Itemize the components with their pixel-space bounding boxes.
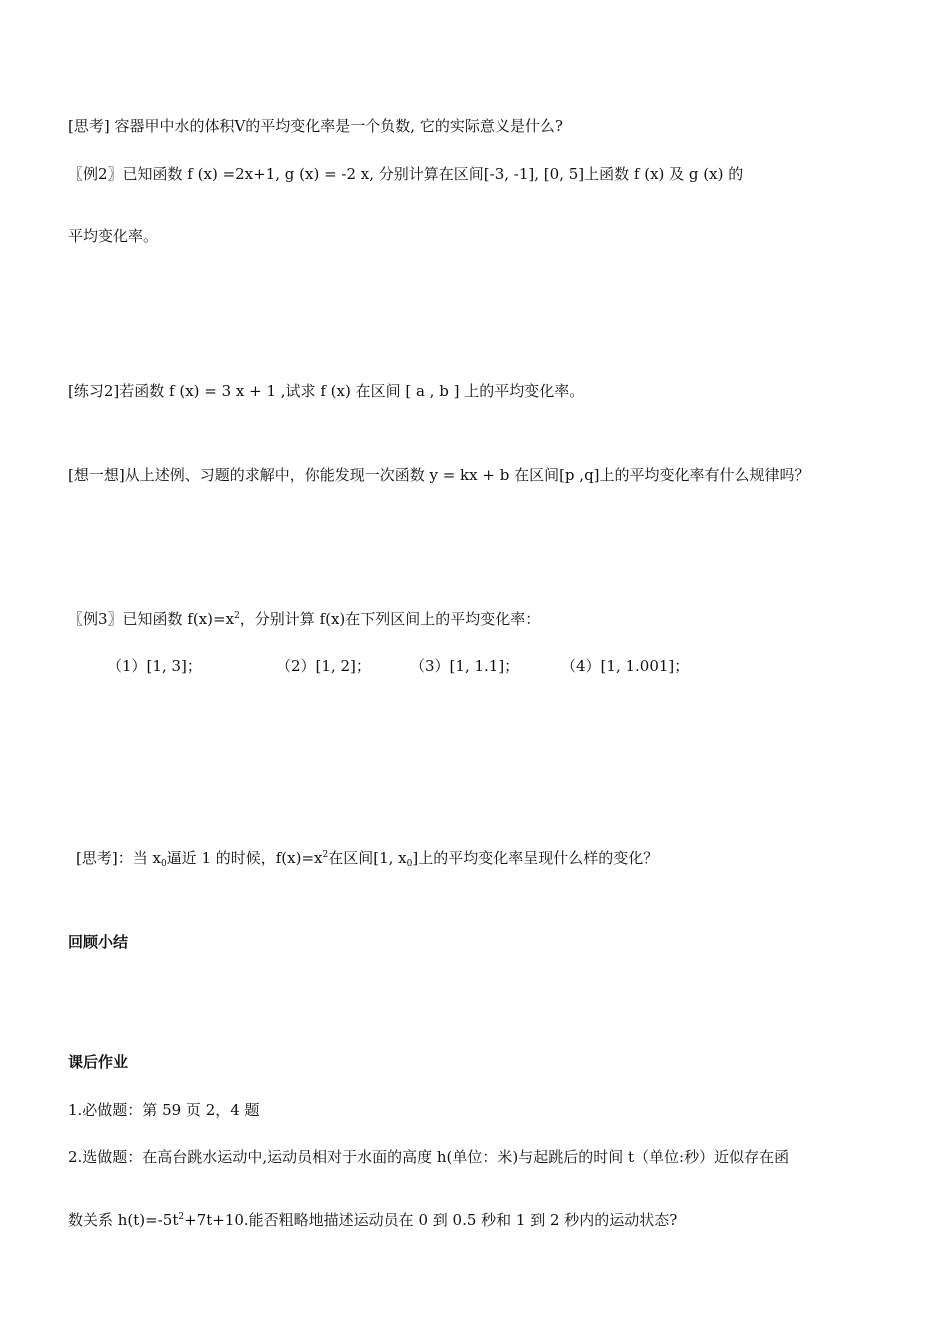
- review-heading: 回顾小结: [68, 933, 129, 951]
- homework-item-2-line-2: [68, 1210, 677, 1230]
- example-3-parts: [0, 656, 950, 676]
- homework-item-2-part-a: 数关系 h(t)=-5t: [68, 1211, 179, 1229]
- example-3-part-2: （2）[1, 2]；: [276, 657, 371, 675]
- example-3-statement: [68, 609, 540, 629]
- homework-item-2-exponent: 2: [178, 1212, 185, 1222]
- think-2-part-d: ]上的平均变化率呈现什么样的变化？: [412, 849, 659, 867]
- exercise-2: [练习2]若函数 f (x) = 3 x + 1 ,试求 f (x) 在区间 [ a , b ] 上的平均变化率。: [68, 382, 585, 400]
- homework-item-2-part-b: +7t+10.能否粗略地描述运动员在 0 到 0.5 秒和 1 到 2 秒内的运动状态?: [184, 1211, 678, 1229]
- think-question-1: [思考] 容器甲中水的体积V的平均变化率是一个负数, 它的实际意义是什么?: [68, 117, 563, 135]
- think-2-part-a: [思考]：当 x: [76, 849, 161, 867]
- think-2-sub-2: 0: [406, 859, 413, 869]
- think-2-exponent: 2: [322, 850, 329, 860]
- homework-item-2-line-1: 2.选做题：在高台跳水运动中,运动员相对于水面的高度 h(单位：米)与起跳后的时间 t（单位:秒）近似存在函: [68, 1148, 790, 1166]
- example-3-exponent: 2: [234, 611, 240, 621]
- think-question-2: [76, 848, 658, 868]
- think-2-part-b: 逼近 1 的时候，f(x)=x: [166, 849, 323, 867]
- example-3-part-1: （1）[1, 3]；: [107, 657, 202, 675]
- homework-heading: 课后作业: [68, 1053, 129, 1071]
- example-2-line-1: 〖例2〗已知函数 f (x) =2x+1, g (x) = -2 x, 分别计算在区间[-3, -1], [0, 5]上函数 f (x) 及 g (x) 的: [68, 165, 744, 183]
- think-2-part-c: 在区间[1, x: [328, 849, 407, 867]
- example-3-prefix: 〖例3〗已知函数 f(x)=x: [68, 610, 235, 628]
- example-2-line-2: 平均变化率。: [68, 227, 159, 245]
- homework-item-1: 1.必做题：第 59 页 2，4 题: [68, 1101, 260, 1119]
- think-2-sub-1: 0: [160, 859, 167, 869]
- think-more-question: [想一想]从上述例、习题的求解中，你能发现一次函数 y = kx + b 在区间[p ,q]上的平均变化率有什么规律吗？: [68, 466, 810, 484]
- example-3-part-3: （3）[1, 1.1]；: [410, 657, 520, 675]
- example-3-part-4: （4）[1, 1.001]；: [561, 657, 690, 675]
- example-3-suffix: ，分别计算 f(x)在下列区间上的平均变化率：: [239, 610, 541, 628]
